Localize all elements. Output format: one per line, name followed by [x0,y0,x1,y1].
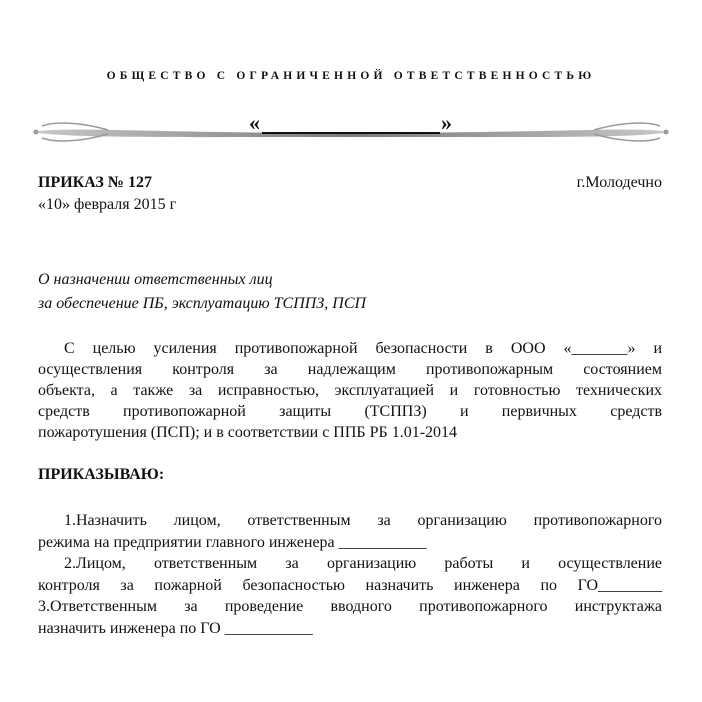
order-title: ПРИКАЗ № 127 [38,174,152,191]
preamble-line: осуществления контроля за надлежащим противопожарным состоянием [38,361,662,378]
order-subject [38,268,366,316]
order-directive-heading: ПРИКАЗЫВАЮ: [38,466,165,483]
company-name-underline [262,110,440,134]
order-item-line: режима на предприятии главного инженера ___________ [38,533,427,551]
organization-type-heading: ОБЩЕСТВО С ОГРАНИЧЕННОЙ ОТВЕТСТВЕННОСТЬЮ [106,70,596,82]
order-item-line: контроля за пожарной безопасностью назначить инженера по ГО________ [38,576,662,594]
order-item-line: 3.Ответственным за проведение вводного противопожарного инструктажа [38,598,662,615]
subject-line: за обеспечение ПБ, эксплуатацию ТСППЗ, ПСП [38,295,367,312]
quote-close: » [441,110,453,135]
quote-open: « [249,110,261,135]
order-item-line: 2.Лицом, ответственным за организацию работы и осуществление [64,555,662,572]
order-items [38,510,662,639]
company-name-blank [0,110,702,136]
preamble-line: средств противопожарной защиты (ТСППЗ) и первичных средств [38,403,662,420]
order-item-line: 1.Назначить лицом, ответственным за организацию противопожарного [64,512,662,529]
preamble-line: С целью усиления противопожарной безопасности в ООО «_______» и [64,340,662,357]
preamble-paragraph [38,338,662,443]
order-item-line: назначить инженера по ГО ___________ [38,619,313,637]
order-date: «10» февраля 2015 г [38,196,177,213]
preamble-line: пожаротушения (ПСП); и в соответствии с ППБ РБ 1.01-2014 [38,424,458,441]
subject-line: О назначении ответственных лиц [38,271,273,288]
order-city: г.Молодечно [576,174,662,191]
preamble-line: объекта, а также за исправностью, эксплуатацией и готовностью технических [38,382,662,399]
